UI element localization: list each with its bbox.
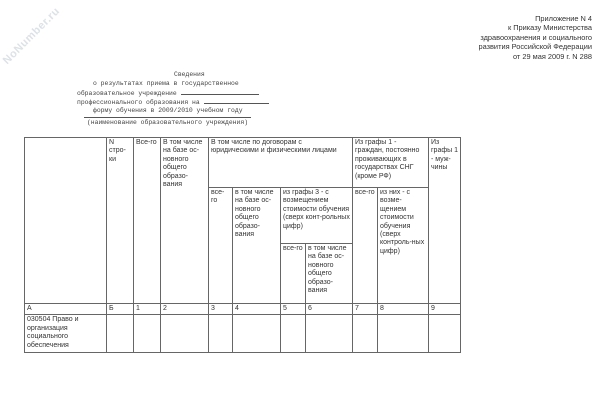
blank-field[interactable] [204, 97, 269, 104]
col-num: 1 [134, 304, 161, 315]
col-num: 5 [281, 304, 306, 315]
table-cell[interactable] [134, 315, 161, 353]
header-col8: из них - с возме-щением стоимости обучения (сверх контроль-ных цифр) [378, 188, 429, 304]
title-line [77, 97, 269, 106]
table-cell[interactable] [306, 315, 353, 353]
title-line [77, 88, 269, 97]
col-num: 8 [378, 304, 429, 315]
title-line: форму обучения в 2009/2010 учебном году [93, 107, 243, 114]
header-total: Все-го [134, 138, 161, 304]
title-line: о результатах приема в государственное [93, 80, 239, 87]
blank-field[interactable] [181, 88, 259, 95]
appendix-line: Приложение N 4 [535, 14, 592, 23]
table-cell[interactable] [378, 315, 429, 353]
institution-caption: (наименование образовательного учреждения) [86, 119, 249, 126]
col-num: 6 [306, 304, 353, 315]
column-numbers-row [25, 304, 461, 315]
col-num: 3 [209, 304, 233, 315]
col-num: 9 [429, 304, 461, 315]
appendix-line: от 29 мая 2009 г. N 288 [512, 51, 592, 61]
header-col4: в том числе на базе ос-новного общего образо-вания [233, 188, 281, 304]
title-line: Сведения [174, 71, 205, 78]
table-cell[interactable] [209, 315, 233, 353]
row-specialty: 030504 Право и организация социального обеспечения [25, 315, 107, 353]
admission-table [24, 137, 461, 353]
col-num: 7 [353, 304, 378, 315]
table-cell[interactable] [161, 315, 209, 353]
col-num: А [25, 304, 107, 315]
title-text: профессионального образования на [77, 99, 200, 106]
table-row [25, 315, 461, 353]
header-col6: в том числе на базе ос-новного общего образо-вания [306, 244, 353, 304]
appendix-line: развития Российской Федерации [478, 42, 592, 52]
col-num: 2 [161, 304, 209, 315]
table-cell[interactable] [233, 315, 281, 353]
header-a [25, 138, 107, 304]
header-cis: Из графы 1 - граждан, постоянно проживающих в государствах СНГ (кроме РФ) [353, 138, 429, 188]
col-num: 4 [233, 304, 281, 315]
table-cell[interactable] [107, 315, 134, 353]
header-col3: все-го [209, 188, 233, 304]
watermark: NoNumber.ru [0, 5, 63, 67]
col-num: Б [107, 304, 134, 315]
header-from3: из графы 3 - с возмещением стоимости обучения (сверх конт-рольных цифр) [281, 188, 353, 244]
header-basic-education: В том числе на базе ос-новного общего образо-вания [161, 138, 209, 304]
table-cell[interactable] [429, 315, 461, 353]
table-cell[interactable] [353, 315, 378, 353]
table-cell[interactable] [281, 315, 306, 353]
appendix-note [478, 14, 592, 61]
title-text: образовательное учреждение [77, 90, 177, 97]
header-male: Из графы 1 - муж-чины [429, 138, 461, 304]
appendix-line: к Приказу Министерства [507, 23, 592, 33]
appendix-line: здравоохранения и социального [480, 32, 592, 42]
document-title [77, 70, 269, 115]
header-col7: все-го [353, 188, 378, 304]
header-row-number: N стро-ки [107, 138, 134, 304]
institution-name-line[interactable] [84, 117, 251, 118]
header-col5: все-го [281, 244, 306, 304]
header-contracts: В том числе по договорам с юридическими и физическими лицами [209, 138, 353, 188]
